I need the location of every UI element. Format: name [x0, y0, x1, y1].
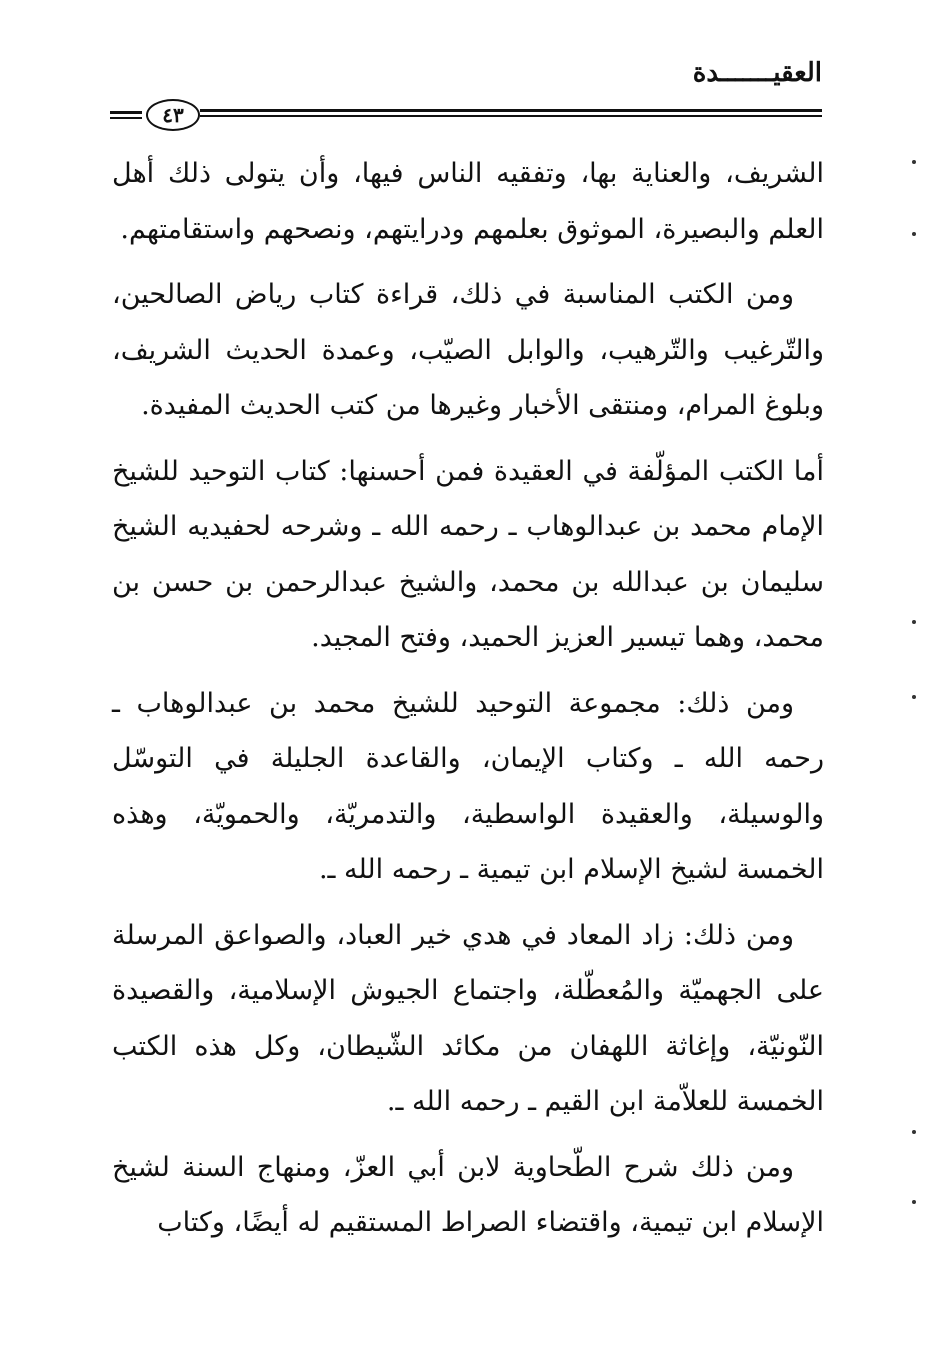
margin-dot — [912, 232, 916, 236]
header-rule — [110, 103, 822, 127]
margin-dot — [912, 1200, 916, 1204]
paragraph-3: أما الكتب المؤلّفة في العقيدة فمن أحسنها: كتاب التوحيد للشيخ الإمام محمد بن عبدالوهاب ـ رحمه الله ـ وشرحه لحفيديه الشيخ سليمان بن عبدالله بن محمد، والشيخ عبدالرحمن بن حسن بن محمد، وهما تيسير العزيز الحميد، وفتح المجيد. — [112, 455, 824, 653]
paragraph-6: ومن ذلك شرح الطّحاوية لابن أبي العزّ، ومنهاج السنة لشيخ الإسلام ابن تيمية، واقتضاء الصراط المستقيم له أيضًا، وكتاب — [112, 1151, 824, 1238]
margin-dot — [912, 160, 916, 164]
rule-left-thick — [110, 111, 142, 114]
rule-left-thin — [110, 117, 142, 119]
body-text — [112, 146, 824, 1261]
paragraph-2: ومن الكتب المناسبة في ذلك، قراءة كتاب رياض الصالحين، والتّرغيب والتّرهيب، والوابل الصيّب، وعمدة الحديث الشريف، وبلوغ المرام، ومنتقى الأخبار وغيرها من كتب الحديث المفيدة. — [112, 279, 824, 421]
rule-main-thin — [200, 115, 822, 117]
page-number: ٤٣ — [146, 99, 200, 131]
margin-dot — [912, 1130, 916, 1134]
margin-dot — [912, 620, 916, 624]
paragraph-4: ومن ذلك: مجموعة التوحيد للشيخ محمد بن عبدالوهاب ـ رحمه الله ـ وكتاب الإيمان، والقاعدة الجليلة في التوسّل والوسيلة، والعقيدة الواسطية، والتدمريّة، والحمويّة، وهذه الخمسة لشيخ الإسلام ابن تيمية ـ رحمه الله ـ. — [112, 687, 824, 885]
running-head-title: العقيـــــــدة — [692, 58, 822, 88]
margin-dot — [912, 695, 916, 699]
paragraph-1: الشريف، والعناية بها، وتفقيه الناس فيها، وأن يتولى ذلك أهل العلم والبصيرة، الموثوق بعلمهم ودرايتهم، ونصحهم واستقامتهم. — [112, 158, 824, 245]
rule-main-thick — [200, 109, 822, 112]
paragraph-5: ومن ذلك: زاد المعاد في هدي خير العباد، والصواعق المرسلة على الجهميّة والمُعطّلة، واجتماع الجيوش الإسلامية، والقصيدة النّونيّة، وإغاثة اللهفان من مكائد الشّيطان، وكل هذه الكتب الخمسة للعلاّمة ابن القيم ـ رحمه الله ـ. — [112, 919, 824, 1117]
